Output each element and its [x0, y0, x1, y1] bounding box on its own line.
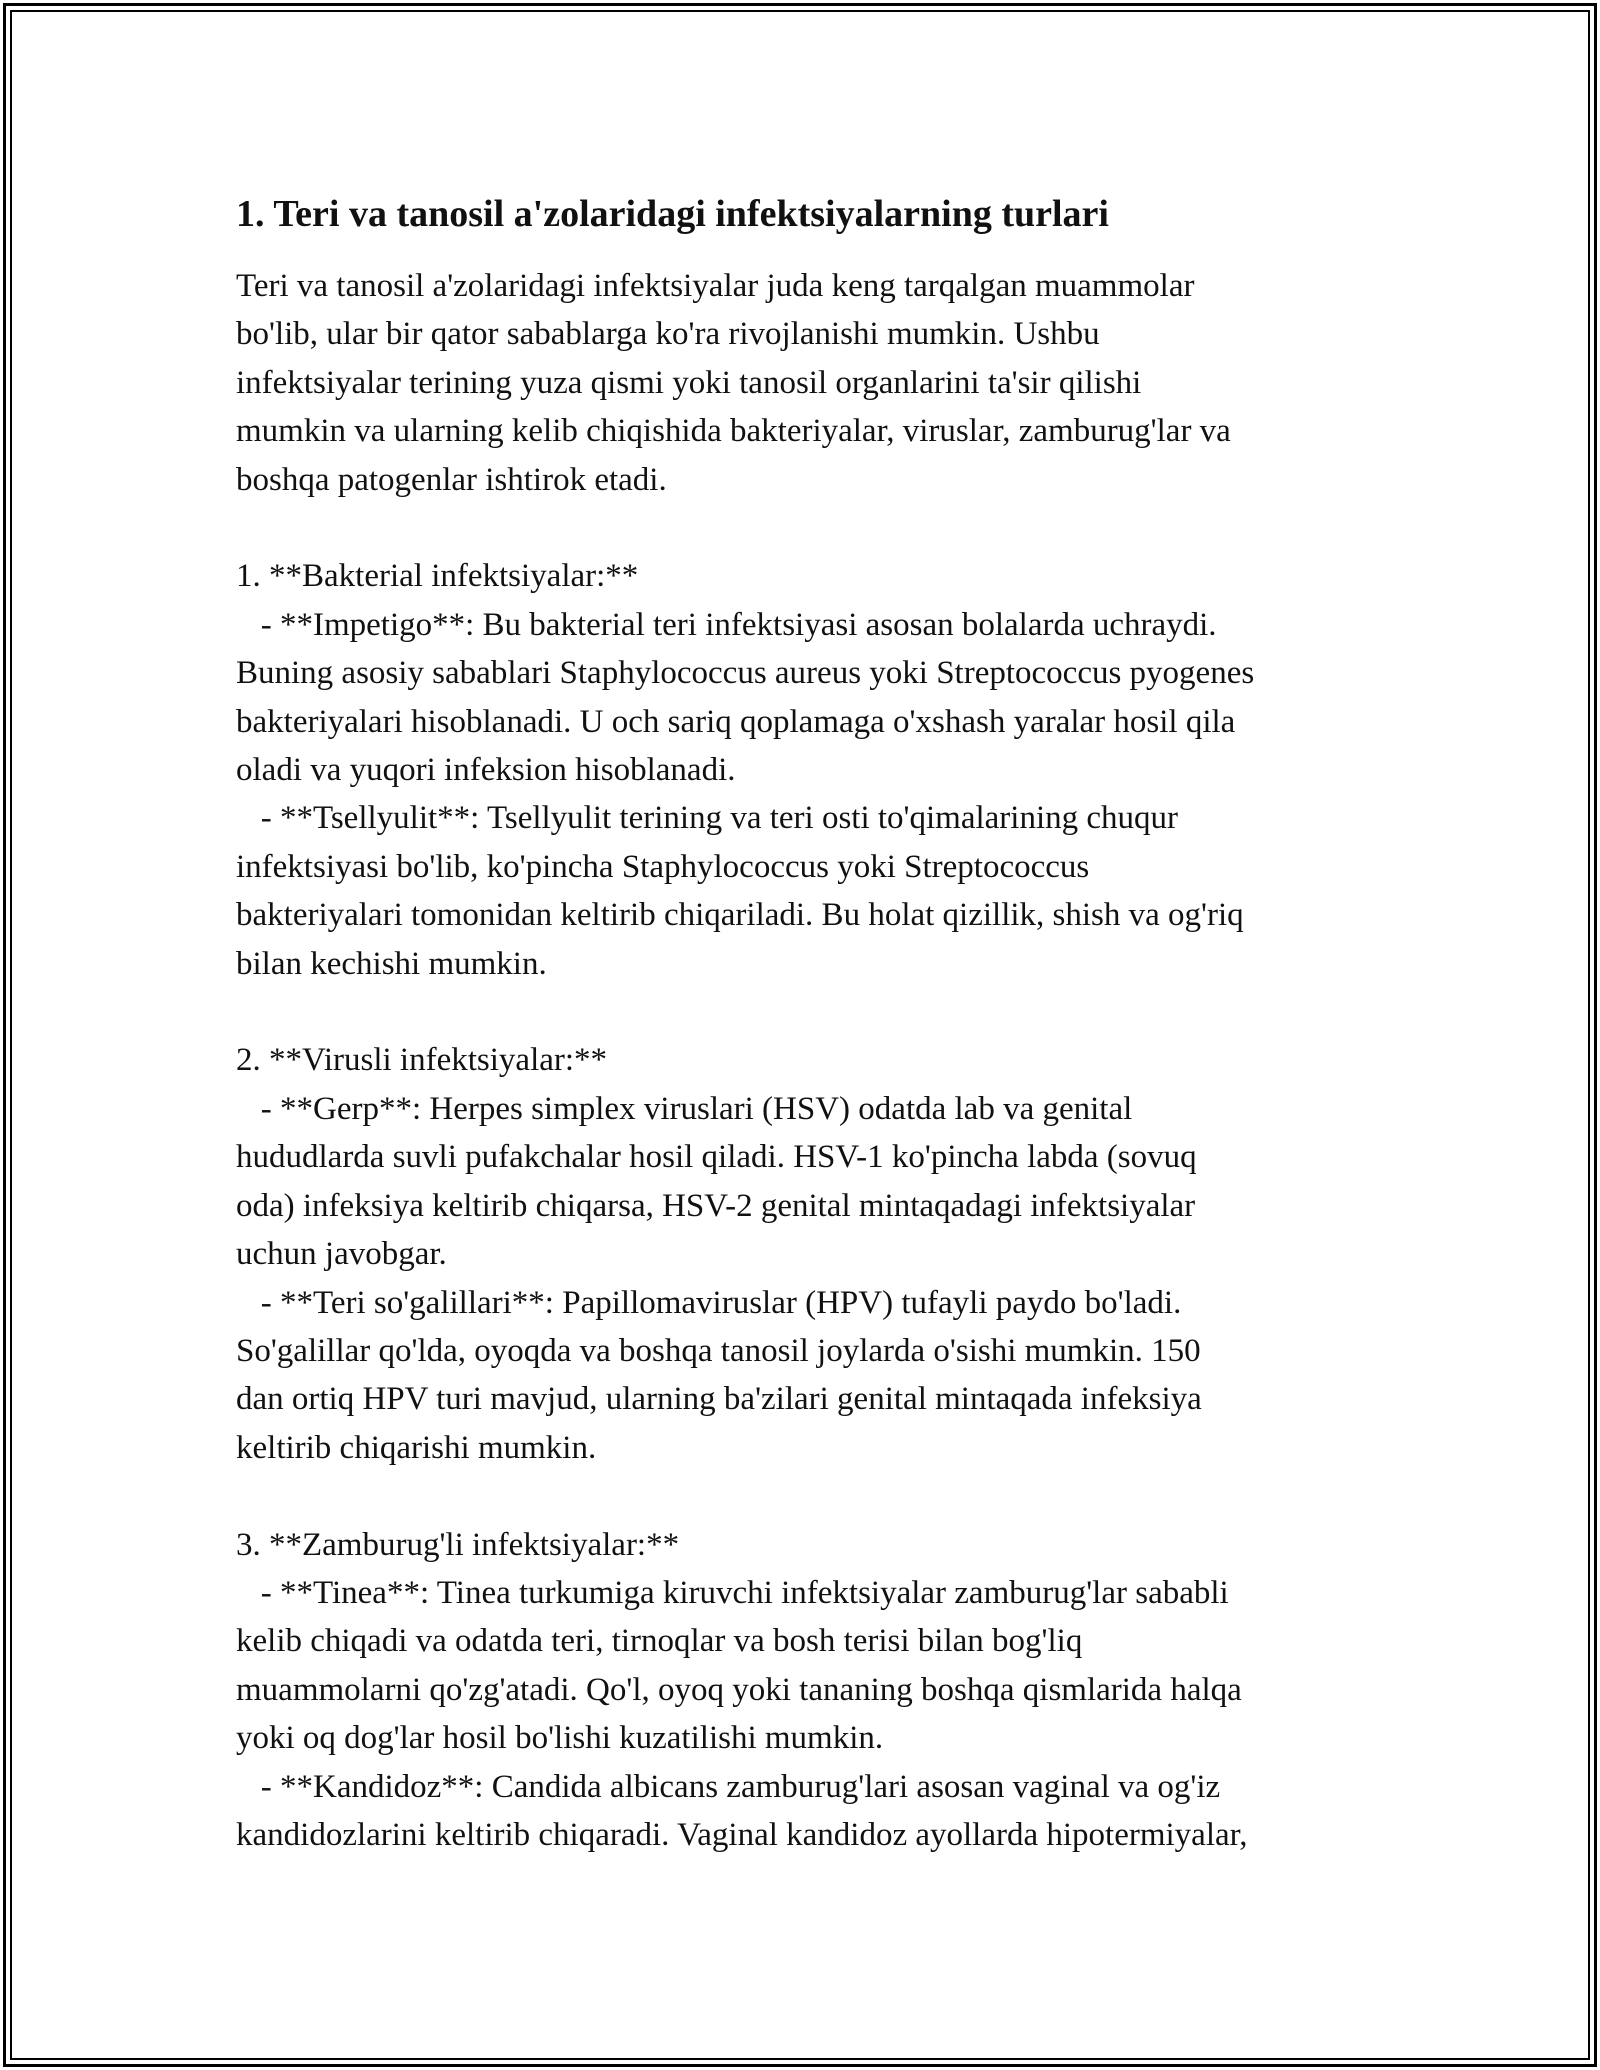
section-heading: 1. **Bakterial infektsiyalar:** [236, 558, 639, 595]
section-line: uchun javobgar. [236, 1236, 447, 1273]
section-line: oladi va yuqori infeksion hisoblanadi. [236, 752, 736, 789]
section-line: yoki oq dog'lar hosil bo'lishi kuzatilishi mumkin. [236, 1720, 884, 1757]
paragraph-gap [236, 988, 1386, 1036]
section-line: infektsiyasi bo'lib, ko'pincha Staphylococcus yoki Streptococcus [236, 848, 1090, 885]
paragraph-gap [236, 504, 1386, 552]
section-line: - **Tinea**: Tinea turkumiga kiruvchi infektsiyalar zamburug'lar sababli [236, 1574, 1229, 1611]
intro-line: infektsiyalar terining yuza qismi yoki tanosil organlarini ta'sir qilishi [236, 364, 1142, 401]
section-line: bakteriyalari hisoblanadi. U och sariq qoplamaga o'xshash yaralar hosil qila [236, 703, 1236, 740]
section-line: - **Impetigo**: Bu bakterial teri infektsiyasi asosan bolalarda uchraydi. [236, 606, 1217, 643]
section-line: So'galillar qo'lda, oyoqda va boshqa tanosil joylarda o'sishi mumkin. 150 [236, 1332, 1201, 1369]
document-content [236, 186, 1386, 1859]
section-line: dan ortiq HPV turi mavjud, ularning ba'zilari genital mintaqada infeksiya [236, 1381, 1202, 1418]
intro-line: boshqa patogenlar ishtirok etadi. [236, 461, 667, 498]
section-line: kelib chiqadi va odatda teri, tirnoqlar va bosh terisi bilan bog'liq [236, 1623, 1083, 1660]
section-line: hududlarda suvli pufakchalar hosil qiladi. HSV-1 ko'pincha labda (sovuq [236, 1139, 1197, 1176]
section-line: Buning asosiy sabablari Staphylococcus aureus yoki Streptococcus pyogenes [236, 655, 1255, 692]
document-title: 1. Teri va tanosil a'zolaridagi infektsiyalarning turlari [236, 193, 1109, 235]
section-line: oda) infeksiya keltirib chiqarsa, HSV-2 genital mintaqadagi infektsiyalar [236, 1187, 1196, 1224]
section-heading: 3. **Zamburug'li infektsiyalar:** [236, 1526, 680, 1563]
section-line: kandidozlarini keltirib chiqaradi. Vaginal kandidoz ayollarda hipotermiyalar, [236, 1816, 1248, 1853]
section-line: - **Gerp**: Herpes simplex viruslari (HSV) odatda lab va genital [236, 1090, 1133, 1127]
section-line: muammolarni qo'zg'atadi. Qo'l, oyoq yoki tananing boshqa qismlarida halqa [236, 1671, 1242, 1708]
section-heading: 2. **Virusli infektsiyalar:** [236, 1042, 608, 1079]
intro-line: mumkin va ularning kelib chiqishida bakteriyalar, viruslar, zamburug'lar va [236, 413, 1231, 450]
section-line: - **Kandidoz**: Candida albicans zamburug'lari asosan vaginal va og'iz [236, 1768, 1221, 1805]
section-line: bilan kechishi mumkin. [236, 945, 547, 982]
paragraph-gap [236, 1472, 1386, 1520]
section-viral [236, 1036, 1386, 1472]
intro-line: Teri va tanosil a'zolaridagi infektsiyalar juda keng tarqalgan muammolar [236, 268, 1195, 304]
section-bacterial [236, 552, 1386, 988]
intro-paragraph [236, 262, 1386, 504]
section-line: - **Tsellyulit**: Tsellyulit terining va teri osti to'qimalarining chuqur [236, 800, 1178, 837]
section-line: keltirib chiqarishi mumkin. [236, 1429, 597, 1466]
section-line: - **Teri so'galillari**: Papillomaviruslar (HPV) tufayli paydo bo'ladi. [236, 1284, 1182, 1321]
section-fungal [236, 1521, 1386, 1860]
section-line: bakteriyalari tomonidan keltirib chiqariladi. Bu holat qizillik, shish va og'riq [236, 897, 1244, 934]
intro-line: bo'lib, ular bir qator sabablarga ko'ra rivojlanishi mumkin. Ushbu [236, 316, 1100, 353]
